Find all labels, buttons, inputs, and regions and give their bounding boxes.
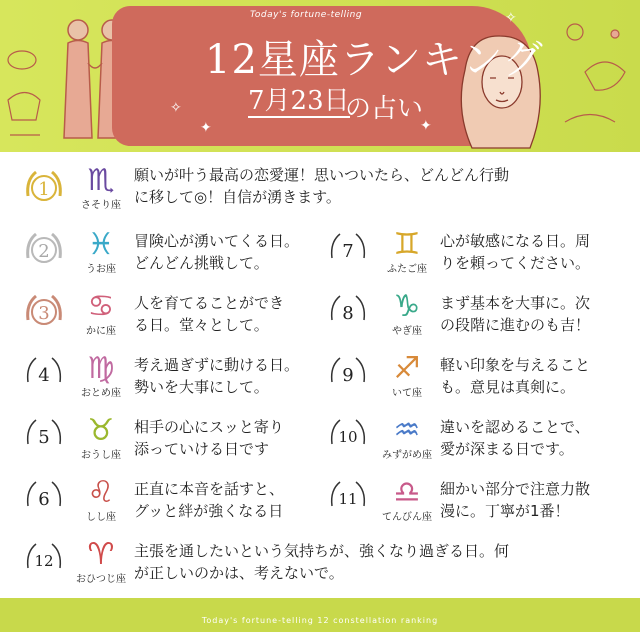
silver-medal-icon [22, 228, 66, 272]
svg-text:♓: ♓ [87, 227, 115, 260]
sagittarius-icon [382, 350, 432, 384]
sign-name: いて座 [392, 388, 422, 399]
rank-number: 6 [38, 489, 50, 510]
sign-pisces [76, 226, 126, 275]
sign-name: おうし座 [81, 450, 121, 461]
rank-number: 4 [38, 365, 50, 386]
fortune-text: 人を育てることができ る日。堂々として。 [134, 294, 285, 334]
rank-number: 12 [34, 552, 54, 570]
aquarius-icon [376, 412, 438, 446]
zodiac-creatures-left-illustration [0, 40, 50, 150]
rank-number: 2 [38, 241, 50, 262]
date-suffix-label: の占い [345, 94, 424, 124]
rank-number: 10 [338, 428, 358, 446]
rank-badge-icon [326, 352, 370, 396]
svg-text:♍: ♍ [87, 351, 115, 384]
svg-text:♐: ♐ [393, 351, 421, 384]
sign-capricorn [382, 288, 432, 337]
sign-name: さそり座 [81, 200, 121, 211]
fortune-text: 軽い印象を与えること も。意見は真剣に。 [440, 356, 591, 396]
svg-text:♒: ♒ [393, 413, 421, 446]
fortune-text: 正直に本音を話すと、 グッと絆が強くなる日 [134, 480, 285, 520]
rank-badge-icon [326, 290, 370, 334]
sign-name: やぎ座 [392, 326, 422, 337]
sparkle-icon: ✦ [200, 120, 212, 136]
rank-badge-icon [22, 538, 66, 582]
sign-name: みずがめ座 [382, 450, 432, 461]
svg-text:♏: ♏ [87, 163, 115, 196]
sign-taurus [76, 412, 126, 461]
fortune-text: 相手の心にスッと寄り 添っていける日です [134, 418, 284, 458]
fortune-text: 心が敏感になる日。周 りを頼ってください。 [440, 232, 591, 272]
sign-name: うお座 [86, 264, 116, 275]
sign-name: かに座 [86, 326, 116, 337]
sign-virgo [76, 350, 126, 399]
fortune-text: 冒険心が湧いてくる日。 どんどん挑戦して。 [134, 232, 300, 272]
sign-name: おとめ座 [81, 388, 121, 399]
sign-name: ふたご座 [387, 264, 427, 275]
sign-leo [76, 474, 126, 523]
sign-sagittarius [382, 350, 432, 399]
rank-number: 8 [342, 303, 354, 324]
taurus-icon [76, 412, 126, 446]
leo-icon [76, 474, 126, 508]
rank-number: 3 [38, 303, 50, 324]
footer-banner [0, 598, 640, 632]
sign-libra [376, 474, 438, 523]
rank-badge-icon [326, 228, 370, 272]
sign-scorpio [76, 162, 126, 211]
header-subtitle: Today's fortune-telling [250, 10, 363, 20]
rank-number: 1 [38, 179, 50, 200]
fortune-text: 主張を通したいという気持ちが、強くなり過ぎる日。何 が正しいのかは、考えないで。 [134, 542, 510, 582]
svg-text:♊: ♊ [393, 227, 421, 260]
sparkle-icon: ✧ [505, 10, 517, 26]
rank-number: 9 [342, 365, 354, 386]
bronze-medal-icon [22, 290, 66, 334]
gemini-icon [382, 226, 432, 260]
fortune-text: 考え過ぎずに動ける日。 勢いを大事にして。 [134, 356, 300, 396]
capricorn-icon [382, 288, 432, 322]
sign-name: てんびん座 [382, 512, 432, 523]
sign-gemini [382, 226, 432, 275]
sign-name: おひつじ座 [76, 574, 126, 585]
header-banner [0, 0, 640, 152]
zodiac-creatures-right-illustration [545, 12, 640, 147]
svg-text:♌: ♌ [87, 475, 115, 508]
gold-medal-icon [22, 166, 66, 210]
footer-text: Today's fortune-telling 12 constellation ranking [201, 616, 439, 625]
pisces-icon [76, 226, 126, 260]
date-label: 7月23日 [248, 86, 350, 116]
sign-name: しし座 [86, 512, 116, 523]
svg-text:♑: ♑ [393, 289, 421, 322]
scorpio-icon [76, 162, 126, 196]
libra-icon [376, 474, 438, 508]
svg-text:♎: ♎ [393, 475, 421, 508]
rank-badge-icon [22, 414, 66, 458]
rank-badge-icon [22, 352, 66, 396]
rank-badge-icon [326, 476, 370, 520]
sign-aries [70, 536, 132, 585]
sparkle-icon: ✧ [170, 100, 182, 116]
fortune-text: 細かい部分で注意力散 漫に。丁寧が1番！ [440, 480, 591, 520]
sparkle-icon: ✦ [420, 118, 432, 134]
aries-icon [70, 536, 132, 570]
page-title: 12星座ランキング [205, 37, 544, 83]
sign-cancer [76, 288, 126, 337]
fortune-text: まず基本を大事に。次 の段階に進むのも吉！ [440, 294, 591, 334]
sign-aquarius [376, 412, 438, 461]
fortune-text: 違いを認めることで、 愛が深まる日です。 [440, 418, 590, 458]
virgo-icon [76, 350, 126, 384]
rank-number: 11 [338, 490, 358, 508]
fortune-text: 願いが叶う最高の恋愛運！思いついたら、どんどん行動 に移して◎！自信が湧きます。 [134, 166, 510, 206]
rank-number: 5 [38, 427, 50, 448]
svg-text:♉: ♉ [87, 413, 115, 446]
svg-text:♋: ♋ [87, 289, 115, 322]
rank-badge-icon [326, 414, 370, 458]
rank-number: 7 [342, 241, 354, 262]
svg-text:♈: ♈ [87, 537, 115, 570]
cancer-icon [76, 288, 126, 322]
rank-badge-icon [22, 476, 66, 520]
